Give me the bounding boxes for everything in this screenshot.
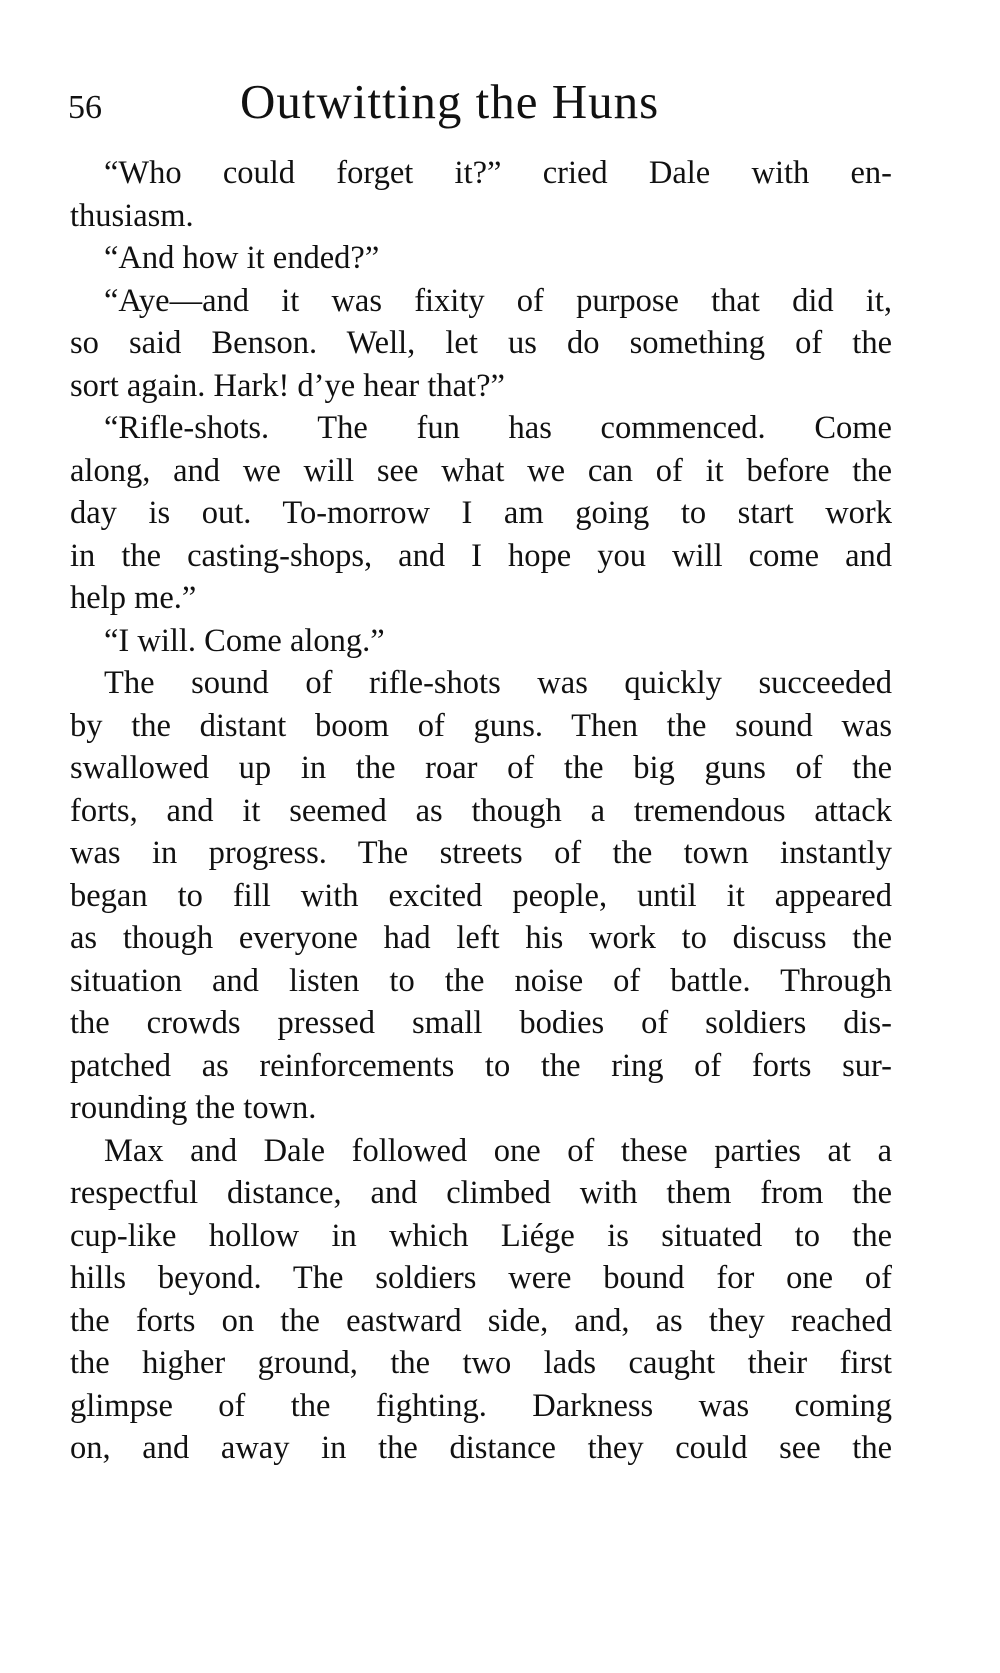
text-line: rounding the town.: [70, 1090, 317, 1126]
running-title: Outwitting the Huns: [240, 74, 660, 129]
running-head: [68, 72, 730, 142]
text-line: along, and we will see what we can of it before the: [70, 452, 892, 489]
text-line: The sound of rifle-shots was quickly succeeded: [104, 665, 892, 701]
text-line: swallowed up in the roar of the big guns of the: [70, 750, 892, 786]
text-line: the forts on the eastward side, and, as they reached: [70, 1302, 892, 1339]
text-line: in the casting-shops, and I hope you will come and: [70, 537, 892, 574]
text-line: the higher ground, the two lads caught their first: [70, 1345, 892, 1381]
text-line: hills beyond. The soldiers were bound for one of: [70, 1260, 892, 1296]
text-line: situation and listen to the noise of battle. Through: [70, 962, 892, 999]
text-line: patched as reinforcements to the ring of forts sur-: [70, 1047, 892, 1084]
text-line: was in progress. The streets of the town instantly: [70, 835, 892, 871]
text-line: “I will. Come along.”: [104, 622, 385, 659]
text-line: glimpse of the fighting. Darkness was coming: [70, 1387, 892, 1424]
text-line: forts, and it seemed as though a tremendous attack: [70, 792, 892, 829]
text-line: began to fill with excited people, until it appeared: [70, 877, 892, 914]
text-line: cup-like hollow in which Liége is situated to the: [70, 1217, 892, 1254]
text-line: “Aye—and it was fixity of purpose that did it,: [104, 282, 892, 319]
text-line: help me.”: [70, 580, 197, 616]
text-line: “And how it ended?”: [104, 240, 380, 276]
text-line: day is out. To-morrow I am going to start work: [70, 495, 892, 531]
text-line: so said Benson. Well, let us do something of the: [70, 325, 892, 361]
text-line: Max and Dale followed one of these parties at a: [104, 1132, 892, 1169]
text-line: “Who could forget it?” cried Dale with en-: [104, 155, 892, 191]
text-line: the crowds pressed small bodies of soldiers dis-: [70, 1005, 892, 1041]
text-line: sort again. Hark! d’ye hear that?”: [70, 367, 505, 404]
body-text: [70, 152, 892, 1470]
text-line: thusiasm.: [70, 197, 194, 234]
page-number: 56: [68, 89, 102, 126]
text-line: respectful distance, and climbed with them from the: [70, 1175, 892, 1211]
text-line: “Rifle-shots. The fun has commenced. Come: [104, 410, 892, 446]
text-line: on, and away in the distance they could see the: [70, 1430, 892, 1466]
text-line: by the distant boom of guns. Then the sound was: [70, 707, 892, 744]
text-line: as though everyone had left his work to discuss the: [70, 920, 892, 956]
